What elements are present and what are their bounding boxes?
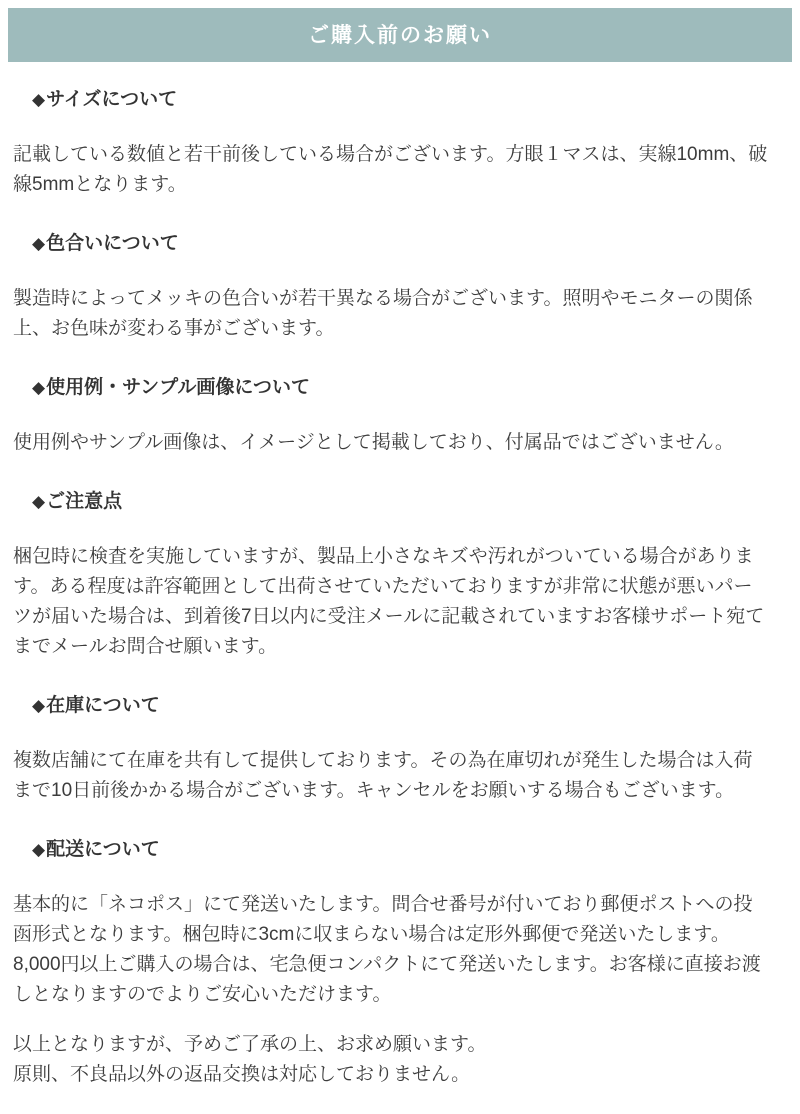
section-heading-label: 色合いについて	[46, 233, 179, 254]
paragraph-line: 製造時によってメッキの色合いが若干異なる場合がございます。照明やモニターの関係上、お色味が変わる事がございます。	[13, 288, 753, 339]
paragraph-line: 使用例やサンプル画像は、イメージとして掲載しており、付属品ではございません。	[13, 432, 734, 453]
paragraph-line: 基本的に「ネコポス」にて発送いたします。問合せ番号が付いており郵便ポストへの投函形式となります。梱包時に3cmに収まらない場合は定形外郵便で発送いたします。	[13, 894, 753, 945]
section-heading-6	[32, 836, 770, 864]
closing-line: 以上となりますが、予めご了承の上、お求め願います。	[13, 1034, 487, 1055]
diamond-bullet-icon: ◆	[32, 378, 46, 397]
section-paragraph	[13, 542, 770, 662]
section-heading-5	[32, 692, 770, 720]
notice-content	[0, 86, 800, 1104]
section-heading-label: 配送について	[46, 839, 160, 860]
section-paragraph	[13, 140, 770, 200]
paragraph-line: 記載している数値と若干前後している場合がございます。方眼１マスは、実線10mm、破線5mmとなります。	[13, 144, 768, 195]
paragraph-line: 梱包時に検査を実施していますが、製品上小さなキズや汚れがついている場合があります。ある程度は許容範囲として出荷させていただいておりますが非常に状態が悪いパーツが届いた場合は、到着後7日以内に受注メールに記載されていますお客様サポート宛てまでメールお問合せ願います。	[13, 546, 765, 657]
section-paragraph	[13, 284, 770, 344]
diamond-bullet-icon: ◆	[32, 90, 46, 109]
diamond-bullet-icon: ◆	[32, 840, 46, 859]
section-heading-label: ご注意点	[46, 491, 123, 512]
diamond-bullet-icon: ◆	[32, 234, 46, 253]
section-heading-3	[32, 374, 770, 402]
section-paragraph	[13, 746, 770, 806]
closing-paragraph	[13, 1030, 770, 1090]
section-paragraph	[13, 428, 770, 458]
notice-banner-title: ご購入前のお願い	[308, 23, 492, 47]
section-paragraph	[13, 890, 770, 1010]
paragraph-line: 8,000円以上ご購入の場合は、宅急便コンパクトにて発送いたします。お客様に直接お渡しとなりますのでよりご安心いただけます。	[13, 954, 761, 1005]
diamond-bullet-icon: ◆	[32, 696, 46, 715]
section-heading-label: サイズについて	[46, 89, 178, 110]
section-heading-4	[32, 488, 770, 516]
paragraph-line: 複数店舗にて在庫を共有して提供しております。その為在庫切れが発生した場合は入荷まで10日前後かかる場合がございます。キャンセルをお願いする場合もございます。	[13, 750, 753, 801]
diamond-bullet-icon: ◆	[32, 492, 46, 511]
section-heading-label: 使用例・サンプル画像について	[46, 377, 310, 398]
closing-line: 原則、不良品以外の返品交換は対応しておりません。	[13, 1064, 471, 1085]
section-heading-2	[32, 230, 770, 258]
section-heading-1	[32, 86, 770, 114]
notice-banner	[8, 8, 792, 62]
section-heading-label: 在庫について	[46, 695, 160, 716]
